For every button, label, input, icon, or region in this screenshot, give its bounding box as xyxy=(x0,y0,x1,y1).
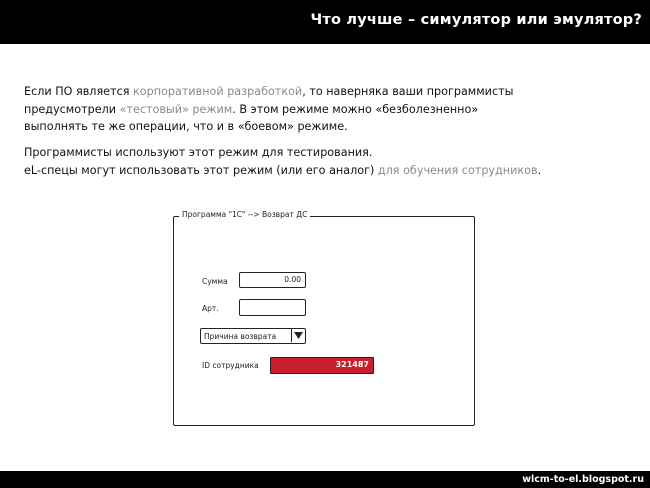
page-title: Что лучше – симулятор или эмулятор? xyxy=(310,12,642,28)
triangle-down-icon xyxy=(294,332,303,339)
footer-site-link[interactable]: wlcm-to-el.blogspot.ru xyxy=(522,474,644,485)
second-line-2 xyxy=(24,162,624,180)
employee-id-label: ID сотрудника xyxy=(202,361,259,370)
text-fragment: предусмотрели xyxy=(24,102,120,116)
employee-id-input[interactable] xyxy=(270,357,374,374)
form-legend: Программа "1С" --> Возврат ДС xyxy=(179,210,310,219)
reason-select-value: Причина возврата xyxy=(204,332,277,341)
second-line-1: Программисты используют этот режим для тестирования. xyxy=(24,146,373,159)
highlight-test-mode: «тестовый» режим xyxy=(119,102,233,116)
intro-line-2 xyxy=(24,101,624,119)
sum-input[interactable] xyxy=(239,272,306,288)
reason-dropdown-button[interactable] xyxy=(291,329,305,342)
intro-paragraph xyxy=(24,83,624,136)
art-input[interactable] xyxy=(239,299,306,316)
text-fragment: . xyxy=(537,163,542,177)
sum-label: Сумма xyxy=(202,277,228,286)
reason-select[interactable] xyxy=(200,328,306,344)
text-fragment: . В этом режиме можно «безболезненно» xyxy=(232,102,479,116)
intro-line-1 xyxy=(24,83,624,101)
highlight-corporate: корпоративной разработкой xyxy=(133,85,303,98)
second-paragraph xyxy=(24,144,624,179)
form-frame xyxy=(173,216,475,426)
header-bar xyxy=(0,0,650,44)
employee-id-value: 321487 xyxy=(335,360,369,369)
art-label: Арт. xyxy=(202,304,219,313)
text-fragment: eL-спецы могут использовать этот режим (или его аналог) xyxy=(24,163,378,177)
intro-line-3: выполнять те же операции, что и в «боевом» режиме. xyxy=(24,120,348,133)
sum-input-value: 0.00 xyxy=(284,275,301,284)
text-fragment: Если ПО является xyxy=(24,85,134,98)
footer-bar xyxy=(0,471,650,488)
highlight-training: для обучения сотрудников xyxy=(377,163,538,177)
text-fragment: , то наверняка ваши программисты xyxy=(302,85,514,98)
